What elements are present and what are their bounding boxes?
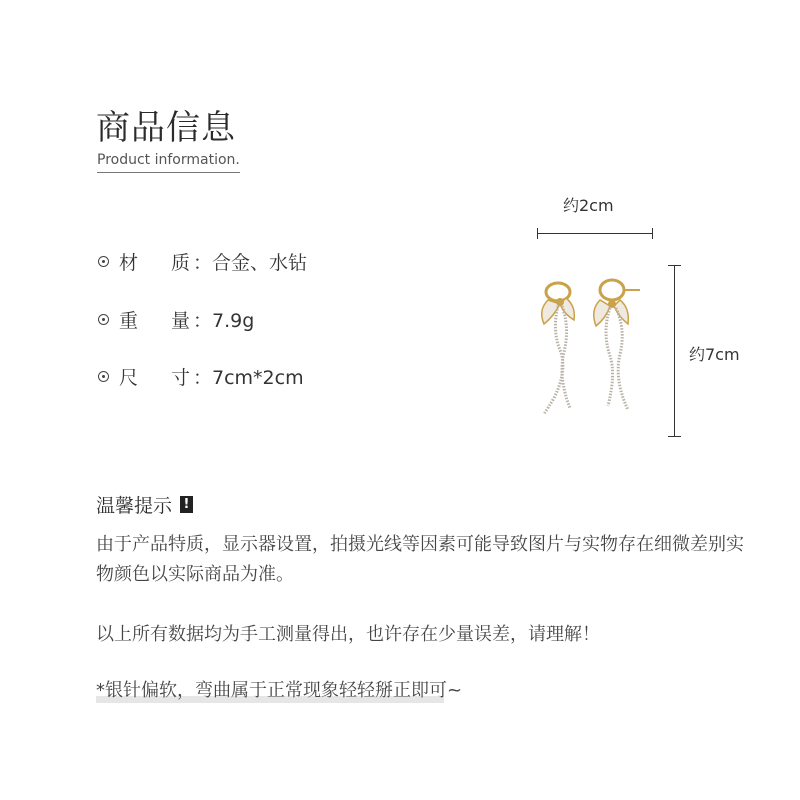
spec-label-char2: 寸 xyxy=(171,367,191,389)
notice-title-text: 温馨提示 xyxy=(96,495,173,517)
spec-label-char1: 材 xyxy=(119,252,139,274)
height-dimension-cap xyxy=(668,436,681,437)
earring-product-image xyxy=(530,270,650,422)
spec-label-char2: 量 xyxy=(171,310,191,332)
spec-label-char1: 尺 xyxy=(119,367,139,389)
spec-weight xyxy=(98,306,254,333)
bullet-icon xyxy=(98,314,109,325)
width-label: 约2cm xyxy=(563,196,614,215)
spec-material xyxy=(98,248,307,275)
spec-value: ：7.9g xyxy=(193,310,255,332)
page-subtitle: Product information. xyxy=(97,152,240,168)
width-dimension-cap xyxy=(537,228,538,239)
width-dimension-cap xyxy=(652,228,653,239)
spec-value: ：7cm*2cm xyxy=(193,367,304,389)
notice-heading xyxy=(96,491,193,518)
width-dimension-line xyxy=(537,233,653,234)
left-earring xyxy=(542,283,575,414)
bullet-icon xyxy=(98,256,109,267)
exclamation-icon: ! xyxy=(180,496,193,513)
subtitle-underline xyxy=(97,172,240,173)
right-earring xyxy=(594,280,640,410)
notice-paragraph-measurement: 以上所有数据均为手工测量得出，也许存在少量误差，请理解！ xyxy=(96,624,600,645)
bullet-icon xyxy=(98,371,109,382)
notice-paragraph-display: 由于产品特质，显示器设置，拍摄光线等因素可能导致图片与实物存在细微差别实物颜色以实际商品为准。 xyxy=(96,534,744,585)
page-title: 商品信息 xyxy=(96,108,236,148)
notice-paragraph-needle: *银针偏软，弯曲属于正常现象轻轻掰正即可~ xyxy=(96,680,463,701)
spec-size xyxy=(98,363,304,390)
spec-label-char1: 重 xyxy=(119,310,139,332)
spec-value: ：合金、水钻 xyxy=(193,252,308,274)
spec-label-char2: 质 xyxy=(171,252,191,274)
height-label: 约7cm xyxy=(689,345,740,364)
height-dimension-line xyxy=(674,265,675,437)
height-dimension-cap xyxy=(668,265,681,266)
